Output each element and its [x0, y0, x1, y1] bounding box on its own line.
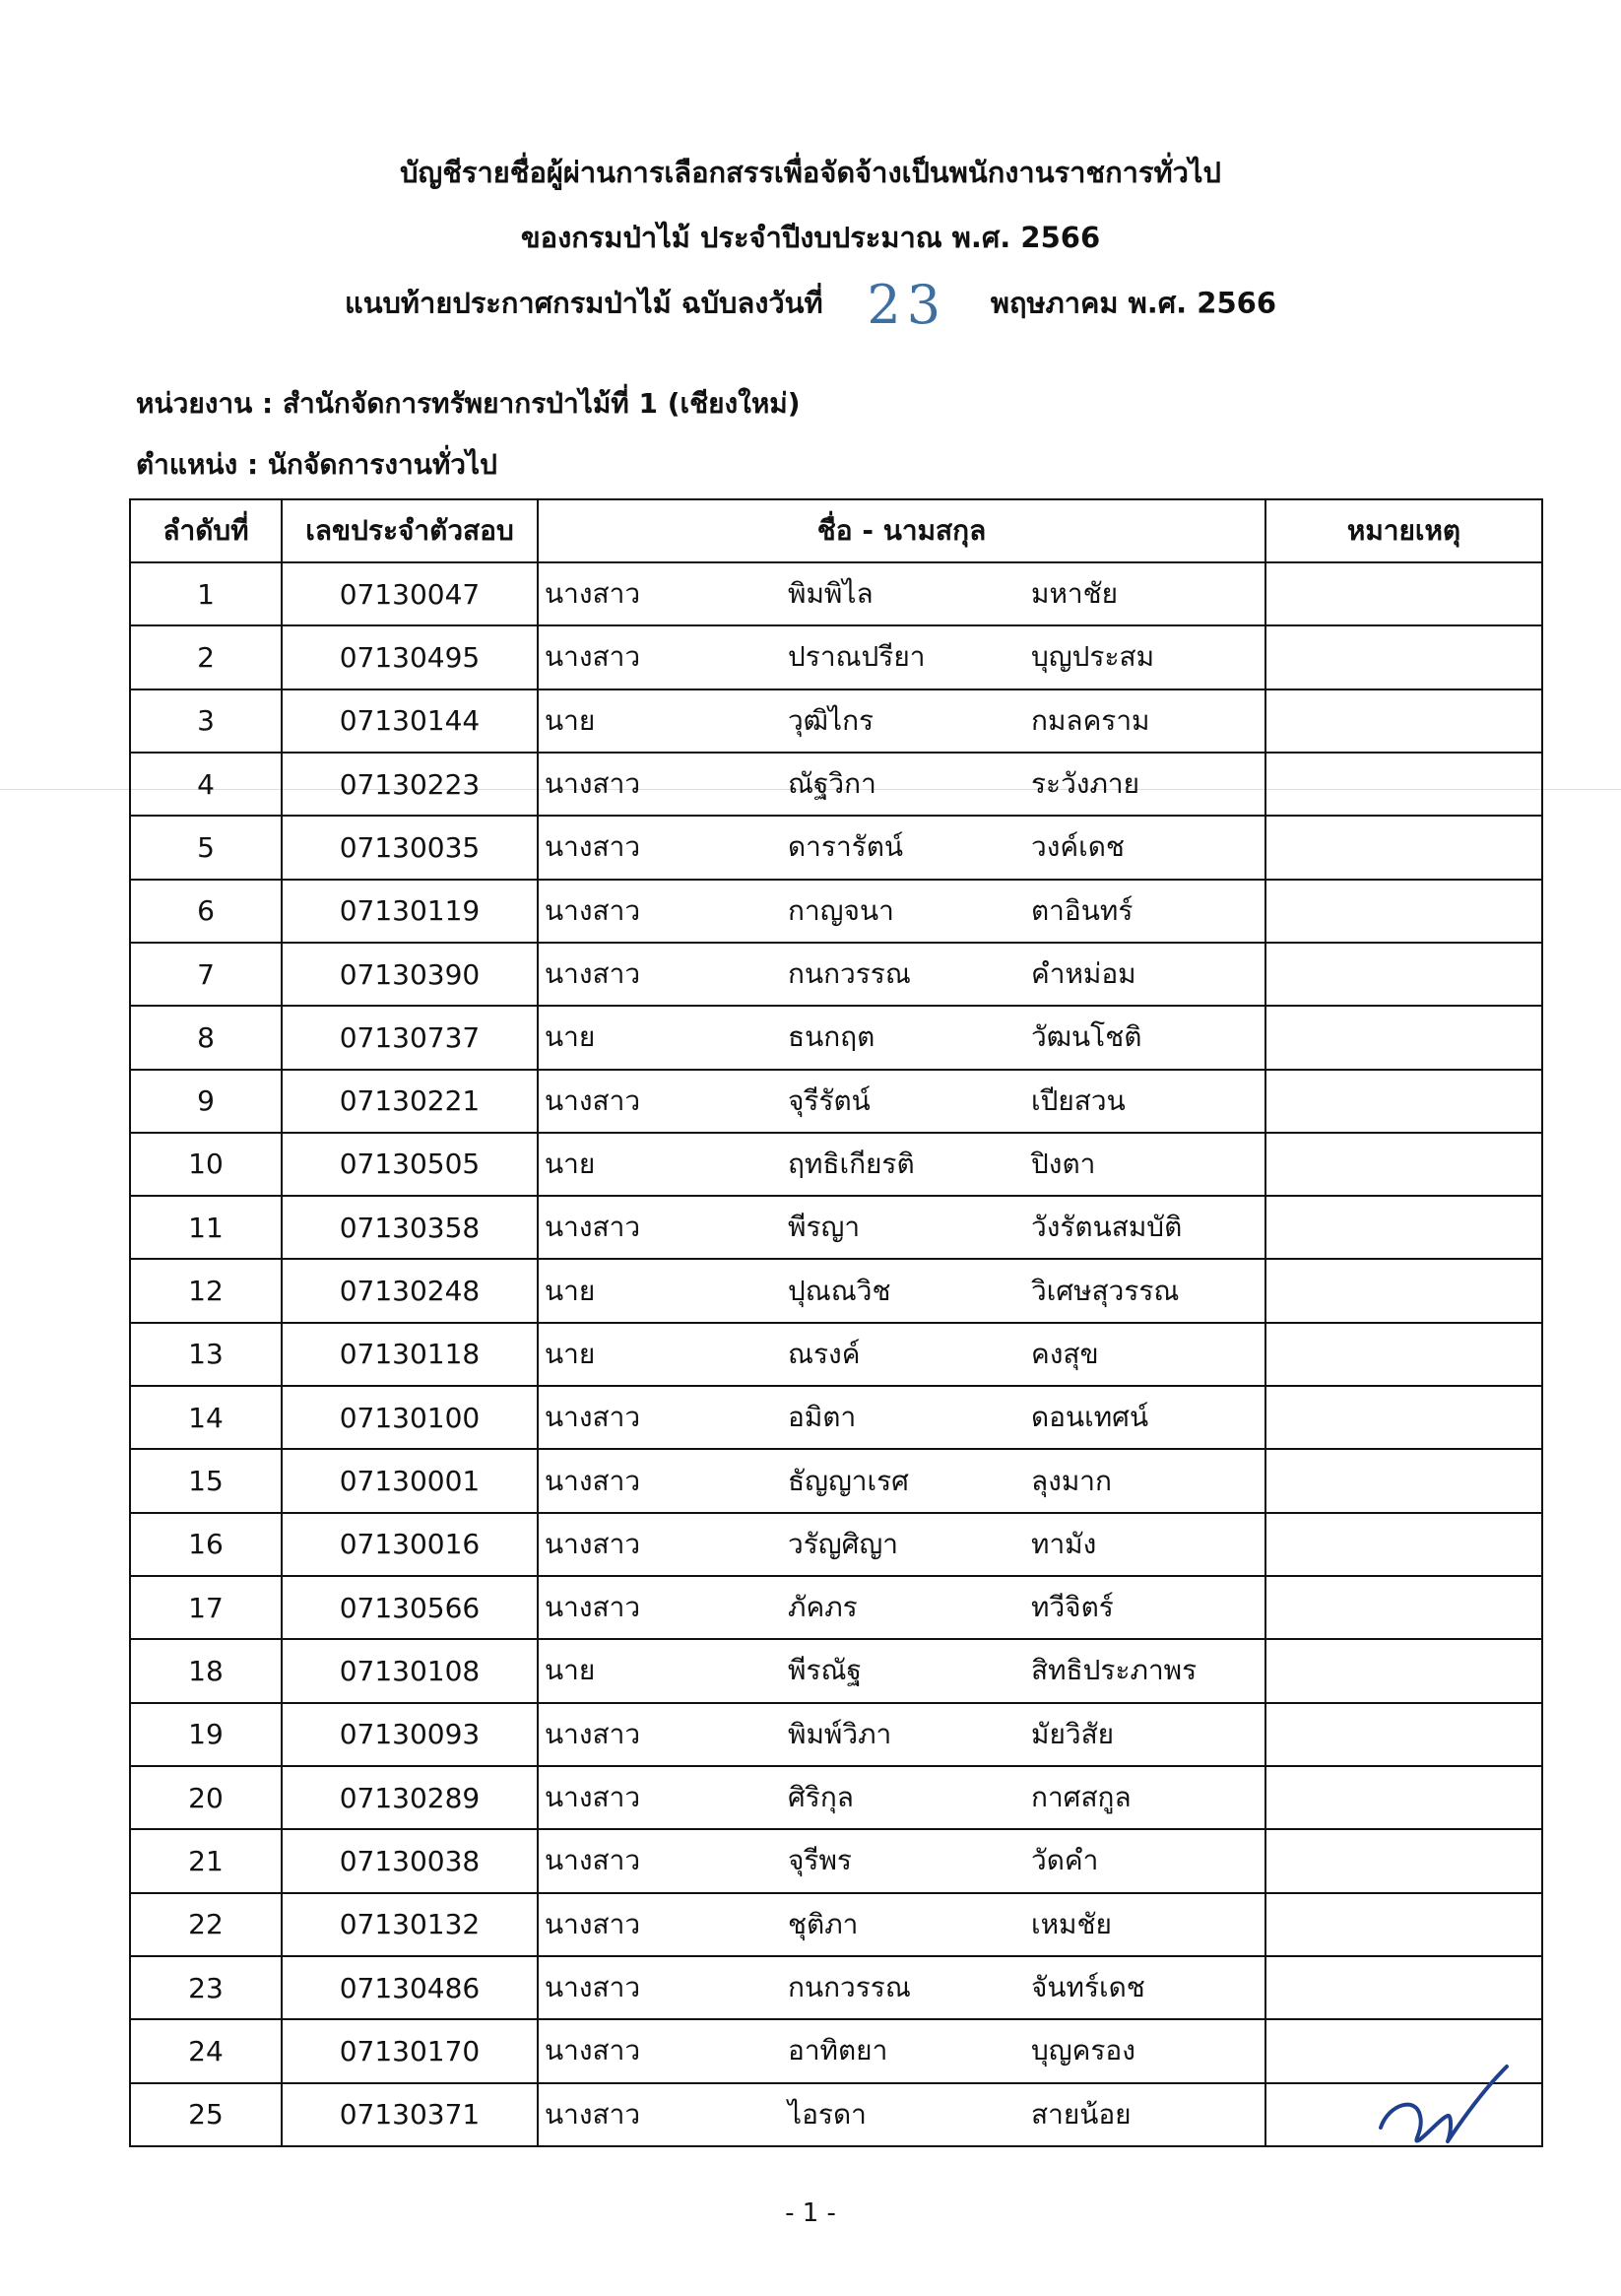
row-exam-id: 07130119 [282, 880, 538, 943]
row-remark [1265, 1766, 1542, 1829]
row-order: 4 [130, 753, 282, 816]
row-exam-id: 07130248 [282, 1259, 538, 1322]
row-order: 12 [130, 1259, 282, 1322]
row-exam-id: 07130390 [282, 943, 538, 1006]
row-name-prefix: นาย [545, 703, 596, 737]
header-order: ลำดับที่ [130, 499, 282, 562]
row-exam-id: 07130144 [282, 689, 538, 753]
row-full-name [538, 1893, 1265, 1956]
row-remark [1265, 1386, 1542, 1449]
table-row [130, 1323, 1542, 1386]
row-remark [1265, 943, 1542, 1006]
row-exam-id: 07130221 [282, 1070, 538, 1133]
row-order: 13 [130, 1323, 282, 1386]
row-first-name: ภัคภร [788, 1591, 858, 1624]
row-full-name [538, 1070, 1265, 1133]
row-first-name: วุฒิไกร [788, 703, 875, 737]
row-first-name: ชุติภา [788, 1907, 859, 1940]
row-order: 14 [130, 1386, 282, 1449]
row-first-name: ศิริกุล [788, 1781, 854, 1814]
row-name-prefix: นางสาว [545, 830, 641, 864]
row-exam-id: 07130223 [282, 753, 538, 816]
row-exam-id: 07130505 [282, 1133, 538, 1196]
header-exam-id: เลขประจำตัวสอบ [282, 499, 538, 562]
row-remark [1265, 1006, 1542, 1069]
row-first-name: ฤทธิเกียรติ [788, 1147, 915, 1180]
row-full-name [538, 625, 1265, 689]
row-order: 23 [130, 1956, 282, 2019]
table-row [130, 2019, 1542, 2082]
row-order: 25 [130, 2083, 282, 2147]
table-row [130, 1829, 1542, 1892]
row-name-prefix: นางสาว [545, 1781, 641, 1814]
row-last-name: วังรัตนสมบัติ [1031, 1211, 1183, 1244]
row-order: 5 [130, 816, 282, 879]
row-full-name [538, 1639, 1265, 1702]
row-first-name: ณัฐวิกา [788, 767, 876, 801]
row-remark [1265, 1956, 1542, 2019]
date-line-suffix: พฤษภาคม พ.ศ. 2566 [990, 286, 1276, 320]
row-first-name: กนกวรรณ [788, 1971, 911, 2004]
table-row [130, 1956, 1542, 2019]
page-number: - 1 - [785, 2198, 836, 2228]
row-full-name [538, 1133, 1265, 1196]
row-last-name: ปิงตา [1031, 1147, 1096, 1180]
row-first-name: ดารารัตน์ [788, 830, 904, 864]
row-remark [1265, 689, 1542, 753]
row-last-name: วัฒนโชติ [1031, 1020, 1142, 1054]
row-full-name [538, 1829, 1265, 1892]
announcement-date-line [0, 274, 1621, 336]
row-order: 10 [130, 1133, 282, 1196]
row-exam-id: 07130358 [282, 1196, 538, 1259]
row-full-name [538, 1259, 1265, 1322]
row-order: 9 [130, 1070, 282, 1133]
row-full-name [538, 943, 1265, 1006]
row-last-name: จันทร์เดช [1031, 1971, 1145, 2004]
row-order: 15 [130, 1449, 282, 1512]
row-order: 20 [130, 1766, 282, 1829]
row-full-name [538, 1513, 1265, 1576]
row-exam-id: 07130093 [282, 1703, 538, 1766]
row-order: 16 [130, 1513, 282, 1576]
row-exam-id: 07130035 [282, 816, 538, 879]
row-exam-id: 07130495 [282, 625, 538, 689]
row-exam-id: 07130108 [282, 1639, 538, 1702]
row-remark [1265, 1196, 1542, 1259]
row-exam-id: 07130100 [282, 1386, 538, 1449]
row-order: 24 [130, 2019, 282, 2082]
row-order: 17 [130, 1576, 282, 1639]
row-last-name: ระวังภาย [1031, 767, 1140, 801]
table-row [130, 1196, 1542, 1259]
row-last-name: สายน้อย [1031, 2097, 1132, 2131]
row-remark [1265, 625, 1542, 689]
table-row [130, 943, 1542, 1006]
table-row [130, 1133, 1542, 1196]
row-first-name: อมิตา [788, 1401, 857, 1434]
row-name-prefix: นางสาว [545, 1844, 641, 1877]
row-order: 21 [130, 1829, 282, 1892]
row-name-prefix: นาย [545, 1147, 596, 1180]
row-remark [1265, 880, 1542, 943]
row-order: 2 [130, 625, 282, 689]
row-last-name: สิทธิประภาพร [1031, 1654, 1198, 1687]
row-exam-id: 07130486 [282, 1956, 538, 2019]
row-name-prefix: นางสาว [545, 577, 641, 611]
row-first-name: อาทิตยา [788, 2034, 888, 2067]
table-row [130, 1893, 1542, 1956]
row-first-name: พิมพิไล [788, 577, 874, 611]
row-name-prefix: นางสาว [545, 1083, 641, 1117]
row-exam-id: 07130132 [282, 1893, 538, 1956]
row-remark [1265, 562, 1542, 625]
document-subtitle: ของกรมป่าไม้ ประจำปีงบประมาณ พ.ศ. 2566 [520, 221, 1101, 254]
row-last-name: คงสุข [1031, 1337, 1099, 1370]
row-remark [1265, 1323, 1542, 1386]
table-row [130, 689, 1542, 753]
row-last-name: คำหม่อม [1031, 957, 1136, 991]
row-first-name: กาญจนา [788, 893, 894, 927]
row-exam-id: 07130038 [282, 1829, 538, 1892]
row-last-name: ทวีจิตร์ [1031, 1591, 1114, 1624]
row-first-name: ธนกฤต [788, 1020, 875, 1054]
position-label: ตำแหน่ง : นักจัดการงานทั่วไป [136, 448, 497, 481]
row-name-prefix: นางสาว [545, 1591, 641, 1624]
row-first-name: ปราณปรียา [788, 640, 926, 674]
row-order: 6 [130, 880, 282, 943]
table-row [130, 1386, 1542, 1449]
row-first-name: ณรงค์ [788, 1337, 861, 1370]
date-line-prefix: แนบท้ายประกาศกรมป่าไม้ ฉบับลงวันที่ [345, 286, 823, 320]
row-order: 3 [130, 689, 282, 753]
row-first-name: ธัญญาเรศ [788, 1464, 909, 1497]
header-remark: หมายเหตุ [1265, 499, 1542, 562]
row-order: 11 [130, 1196, 282, 1259]
table-row [130, 1449, 1542, 1512]
row-remark [1265, 1703, 1542, 1766]
row-remark [1265, 1070, 1542, 1133]
row-name-prefix: นางสาว [545, 1907, 641, 1940]
row-last-name: บุญประสม [1031, 640, 1155, 674]
row-remark [1265, 1639, 1542, 1702]
table-row [130, 1259, 1542, 1322]
row-full-name [538, 816, 1265, 879]
row-order: 7 [130, 943, 282, 1006]
row-name-prefix: นาย [545, 1654, 596, 1687]
row-full-name [538, 1956, 1265, 2019]
row-name-prefix: นาย [545, 1020, 596, 1054]
table-body [130, 562, 1542, 2146]
table-row [130, 562, 1542, 625]
row-full-name [538, 1323, 1265, 1386]
row-full-name [538, 689, 1265, 753]
row-name-prefix: นางสาว [545, 893, 641, 927]
unit-label: หน่วยงาน : สำนักจัดการทรัพยากรป่าไม้ที่ 1 (เชียงใหม่) [136, 387, 801, 420]
row-exam-id: 07130001 [282, 1449, 538, 1512]
row-last-name: ตาอินทร์ [1031, 893, 1134, 927]
row-first-name: พิมพ์วิภา [788, 1717, 892, 1750]
table-row [130, 1513, 1542, 1576]
row-exam-id: 07130047 [282, 562, 538, 625]
table-row [130, 1576, 1542, 1639]
row-last-name: กาศสกูล [1031, 1781, 1132, 1814]
row-exam-id: 07130016 [282, 1513, 538, 1576]
row-remark [1265, 1133, 1542, 1196]
table-row [130, 625, 1542, 689]
date-day-stamp: 23 [867, 274, 947, 336]
row-last-name: มหาชัย [1031, 577, 1119, 611]
table-row [130, 1070, 1542, 1133]
row-first-name: จุรีรัตน์ [788, 1083, 871, 1117]
row-full-name [538, 562, 1265, 625]
table-header-row [130, 499, 1542, 562]
row-full-name [538, 1576, 1265, 1639]
row-last-name: ลุงมาก [1031, 1464, 1112, 1497]
row-last-name: วงค์เดช [1031, 830, 1125, 864]
table-row [130, 2083, 1542, 2147]
row-full-name [538, 1006, 1265, 1069]
row-first-name: จุรีพร [788, 1844, 852, 1877]
row-exam-id: 07130289 [282, 1766, 538, 1829]
row-last-name: กมลคราม [1031, 703, 1150, 737]
row-name-prefix: นางสาว [545, 2034, 641, 2067]
table-row [130, 753, 1542, 816]
row-first-name: ไอรดา [788, 2097, 867, 2131]
row-name-prefix: นาย [545, 1337, 596, 1370]
row-full-name [538, 2083, 1265, 2147]
table-row [130, 816, 1542, 879]
row-order: 18 [130, 1639, 282, 1702]
row-first-name: กนกวรรณ [788, 957, 911, 991]
candidate-table [129, 498, 1543, 2147]
row-name-prefix: นางสาว [545, 1464, 641, 1497]
row-remark [1265, 816, 1542, 879]
row-name-prefix: นางสาว [545, 1717, 641, 1750]
row-full-name [538, 753, 1265, 816]
row-last-name: เปียสวน [1031, 1083, 1126, 1117]
row-name-prefix: นางสาว [545, 640, 641, 674]
row-order: 8 [130, 1006, 282, 1069]
row-name-prefix: นางสาว [545, 1211, 641, 1244]
row-last-name: เหมชัย [1031, 1907, 1112, 1940]
row-exam-id: 07130566 [282, 1576, 538, 1639]
table-row [130, 1703, 1542, 1766]
row-last-name: วัดคำ [1031, 1844, 1099, 1877]
row-full-name [538, 1449, 1265, 1512]
row-last-name: วิเศษสุวรรณ [1031, 1274, 1180, 1307]
row-remark [1265, 753, 1542, 816]
row-first-name: วรัญศิญา [788, 1527, 898, 1560]
row-remark [1265, 1259, 1542, 1322]
table-row [130, 1006, 1542, 1069]
row-full-name [538, 1703, 1265, 1766]
signature-mark [1369, 2047, 1517, 2155]
row-exam-id: 07130118 [282, 1323, 538, 1386]
row-remark [1265, 1513, 1542, 1576]
table-row [130, 1766, 1542, 1829]
row-exam-id: 07130371 [282, 2083, 538, 2147]
row-order: 1 [130, 562, 282, 625]
row-last-name: ดอนเทศน์ [1031, 1401, 1149, 1434]
row-full-name [538, 1196, 1265, 1259]
row-name-prefix: นางสาว [545, 1527, 641, 1560]
row-remark [1265, 1893, 1542, 1956]
header-full-name: ชื่อ - นามสกุล [538, 499, 1265, 562]
table-row [130, 880, 1542, 943]
row-first-name: พีรญา [788, 1211, 861, 1244]
row-name-prefix: นางสาว [545, 2097, 641, 2131]
row-full-name [538, 1386, 1265, 1449]
row-name-prefix: นางสาว [545, 767, 641, 801]
row-last-name: บุญครอง [1031, 2034, 1135, 2067]
row-order: 19 [130, 1703, 282, 1766]
document-title: บัญชีรายชื่อผู้ผ่านการเลือกสรรเพื่อจัดจ้างเป็นพนักงานราชการทั่วไป [400, 156, 1221, 189]
row-remark [1265, 1829, 1542, 1892]
row-exam-id: 07130737 [282, 1006, 538, 1069]
row-name-prefix: นางสาว [545, 1971, 641, 2004]
row-full-name [538, 2019, 1265, 2082]
table-row [130, 1639, 1542, 1702]
row-last-name: มัยวิสัย [1031, 1717, 1115, 1750]
row-name-prefix: นางสาว [545, 1401, 641, 1434]
row-remark [1265, 1449, 1542, 1512]
row-name-prefix: นางสาว [545, 957, 641, 991]
row-full-name [538, 880, 1265, 943]
row-name-prefix: นาย [545, 1274, 596, 1307]
row-exam-id: 07130170 [282, 2019, 538, 2082]
row-last-name: ทามัง [1031, 1527, 1097, 1560]
row-order: 22 [130, 1893, 282, 1956]
row-first-name: พีรณัฐ [788, 1654, 862, 1687]
row-remark [1265, 1576, 1542, 1639]
row-first-name: ปุณณวิช [788, 1274, 891, 1307]
row-full-name [538, 1766, 1265, 1829]
